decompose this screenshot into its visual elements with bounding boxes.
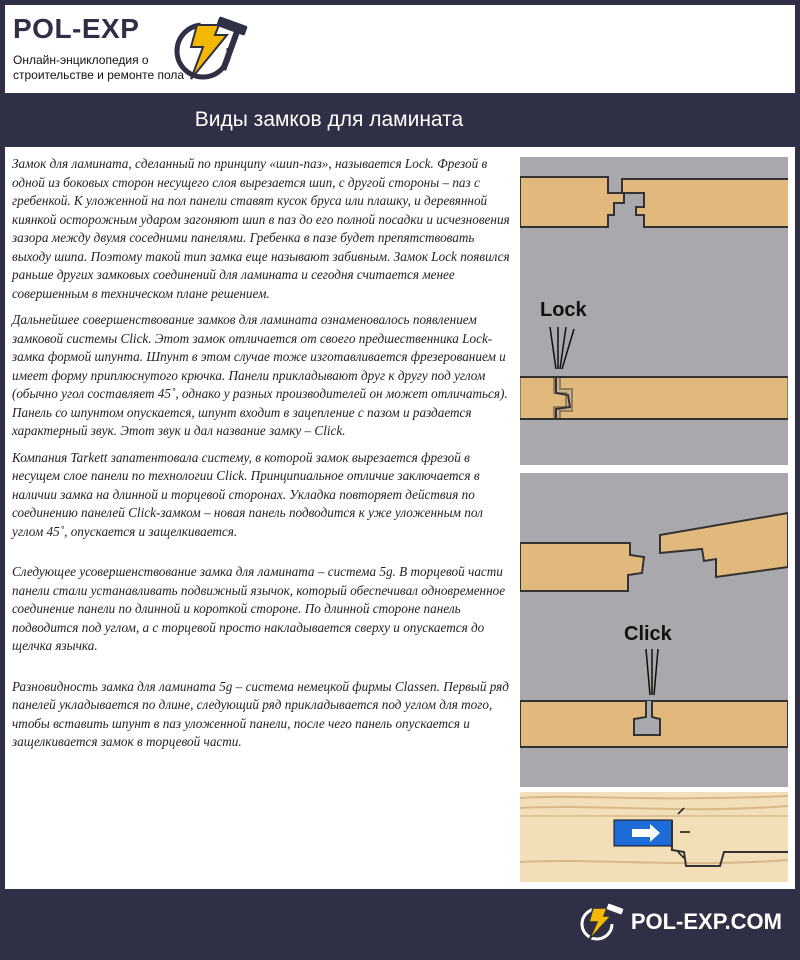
paragraph-classen: Разновидность замка для ламината 5g – система немецкой фирмы Classen. Первый ряд панелей укладывается по длине, следующий ряд прикладывается под углом для того, чтобы вставить шпунт в паз уложенной панели, после чего панель опускается и защелкивается замок в торцевой части. <box>12 678 509 749</box>
paragraph-lock: Замок для ламината, сделанный по принципу «шип-паз», называется Lock. Фрезой в одной из боковых сторон несущего слоя вырезается шип, с другой стороны – паз с гребенкой. К уложенной на пол панели ставят кусок бруса или плашку, и деревянной киянкой осторожным ударом загоняют шип в паз до его полной посадки и исчезновения зазора между двумя соседними панелями. Гребенка в пазе будет препятствовать выходу шипа. Поэтому такой тип замка еще называют забивным. Замок Lock появился раньше других замковых соединений для ламината и сегодня считается менее совершенным в техническом плане решением. <box>12 156 510 301</box>
logo-text[interactable]: POL-EXP <box>13 13 140 44</box>
page-title: Виды замков для ламината <box>194 108 464 131</box>
footer-logo[interactable] <box>577 902 782 942</box>
paragraph-5g: Следующее усовершенствование замка для ламината – система 5g. В торцевой части панели стали устанавливать подвижный язычок, который обеспечивал одновременное соединение панели по длинной и короткой стороне. По длинной стороне панель подводится под углом, а с торцевой просто накладывается сверху и опускается до щелчка язычка. <box>12 564 506 653</box>
paragraph-click: Дальнейшее совершенствование замков для ламината ознаменовалось появлением замковой системы Click. Этот замок отличается от своего предшественника Lock-замка формой шпунта. Шпунт в этом случае тоже изготавливается фрезерованием и имеет форму приплюснутого крючка. Панели прикладывают друг к другу под углом (обычно угол составляет 45˚, однако у разных производителей он может отличаться). Панель со шпунтом опускается, шпунт входит в зацепление с пазом и раздается характерный звук. Этот звук и дал название замку – Click. <box>12 312 508 438</box>
footer-hammer-icon <box>577 902 625 942</box>
content-panel <box>5 147 795 889</box>
click-label: Click <box>624 623 672 645</box>
click-diagram <box>520 473 788 787</box>
5g-joint-illustration <box>520 792 788 882</box>
logo-subtitle: Онлайн-энциклопедия о строительстве и ремонте пола <box>13 53 185 82</box>
paragraph-tarkett: Компания Tarkett запатентовала систему, в которой замок вырезается фрезой в несущем слое панели по технологии Click. Принципиальное отличие заключается в наличии замка на длинной и торцевой сторонах. Укладка повторяет действия по соединению панелей Click-замком – новая панель подводится к уже уложенным пол углом 45˚, опускается и защелкивается. <box>12 449 483 539</box>
footer-brand: POL-EXP.COM <box>630 909 782 934</box>
text-column <box>12 155 512 760</box>
lock-label: Lock <box>540 299 587 321</box>
lock-diagram <box>520 157 788 465</box>
5g-diagram <box>520 792 788 882</box>
title-bar <box>5 93 653 147</box>
header <box>5 5 795 93</box>
